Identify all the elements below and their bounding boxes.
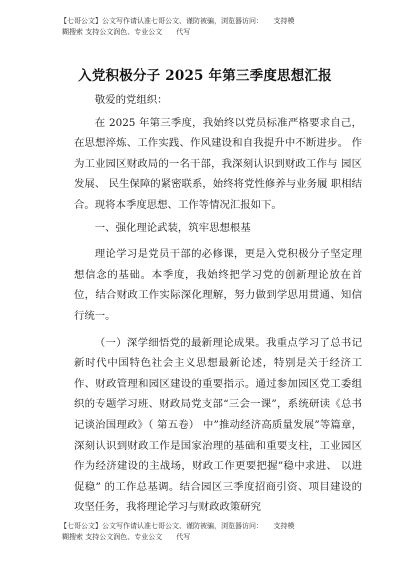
footer-banner-line-1: 【七哥公文】公文写作请认准七哥公文、谨防被骗，浏览器访问： 支持模 xyxy=(60,522,295,530)
footer-banner xyxy=(60,521,360,543)
footer-banner-line-2: 糊搜索 支持公文润色、专业公文 代写 xyxy=(62,533,191,541)
document-body xyxy=(74,90,362,518)
section-heading-1: 一、强化理论武装，筑牢思想根基 xyxy=(94,221,251,234)
paragraph-theory-study: 理论学习是党员干部的必修课，更是入党积极分子坚定理想信念的基础。本季度，我始终把学习党的创新理论放在首位，结合财政工作实际深化理解，努力做到学思用贯通、知信行统一。 xyxy=(74,248,362,322)
salutation: 敬爱的党组织： xyxy=(94,94,168,106)
header-banner xyxy=(60,16,360,38)
header-banner-line-1: 【七哥公文】公文写作请认准七哥公文、谨防被骗，浏览器访问： 支持模 xyxy=(60,17,295,25)
header-banner-line-2: 糊搜索 支持公文润色、专业公文 代写 xyxy=(62,28,191,36)
paragraph-intro: 在 2025 年第三季度，我始终以党员标准严格要求自己， 在思想淬炼、工作实践、作风建设和自我提升中不断进步。 作为工业园区财政局的一名干部，我深刻认识到财政工作与 园区发展、 民生保障的紧密联系，始终将党性修养与业务履 职相结合。现将本季度思想、工作等情况汇报如下。 xyxy=(74,116,362,211)
paragraph-deep-learning: （一）深学细悟党的最新理论成果。我重点学习了总书记新时代中国特色社会主义思想最新论述，特别是关于经济工作、财政管理和园区建设的重要指示。通过参加园区党工委组织的专题学习班、财政局党支部“三会一课”，系统研读《总书记谈治国理政》（ 第五卷） 中”推动经济高质量发展”等篇章，深刻认识到财政工作是国家治理的基础和重要支柱，工业园区作为经济建设的主战场，财政工作更要把握”稳中求进、 以进促稳” 的工作总基调。结合园区三季度招商引资、项目建设的攻坚任务，我将理论学习与财政政策研究 xyxy=(74,336,362,514)
document-title: 入党积极分子 2025 年第三季度思想汇报 xyxy=(78,68,332,84)
